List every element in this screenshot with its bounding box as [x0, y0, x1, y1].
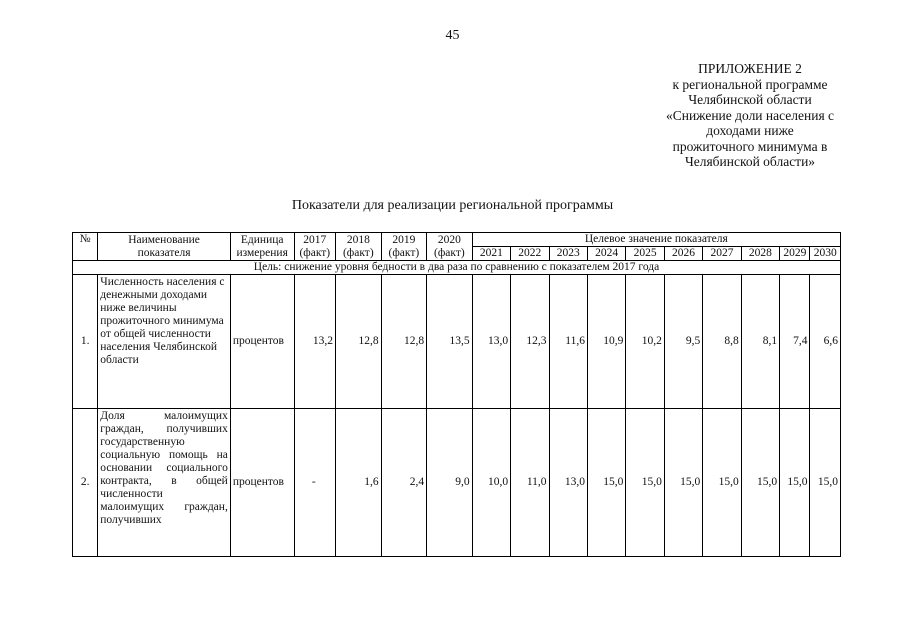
- value-cell: -: [294, 409, 335, 557]
- value-cell: 13,2: [294, 275, 335, 409]
- unit-cell: процентов: [230, 275, 294, 409]
- appendix-line: «Снижение доли населения с: [665, 107, 835, 123]
- fact-note: (факт): [388, 247, 420, 259]
- appendix-line: прожиточного минимума в: [672, 138, 828, 154]
- fact-year-label: 2017: [303, 234, 327, 246]
- header-fact-year: [381, 233, 427, 261]
- value-cell: 12,3: [511, 275, 549, 409]
- value-cell: 9,5: [664, 275, 702, 409]
- header-unit-line: Единица: [240, 234, 284, 246]
- target-year: 2026: [664, 247, 702, 261]
- unit-cell: процентов: [230, 409, 294, 557]
- target-year: 2023: [549, 247, 587, 261]
- value-cell: 15,0: [780, 409, 810, 557]
- table-title: Показатели для реализации региональной программы: [291, 198, 614, 213]
- value-cell: 15,0: [664, 409, 702, 557]
- appendix-line: к региональной программе: [672, 76, 828, 92]
- appendix-line: Челябинской области: [688, 92, 812, 107]
- value-cell: 13,0: [472, 275, 510, 409]
- fact-note: (факт): [299, 247, 331, 259]
- value-cell: 15,0: [587, 409, 625, 557]
- target-year: 2029: [780, 247, 810, 261]
- value-cell: 10,2: [626, 275, 664, 409]
- fact-year-label: 2020: [437, 234, 461, 246]
- indicator-name-text: Численность населения с денежными доходами ниже величины прожиточного минимума от общей численности населения Челябинской области: [100, 276, 225, 366]
- value-cell: 10,9: [587, 275, 625, 409]
- header-fact-year: [336, 233, 382, 261]
- fact-year-label: 2019: [392, 234, 416, 246]
- value-cell: 12,8: [336, 275, 382, 409]
- appendix-heading: [640, 61, 860, 170]
- goal-text: Цель: снижение уровня бедности в два раза по сравнению с показателем 2017 года: [73, 261, 841, 275]
- value-cell: 15,0: [703, 409, 741, 557]
- value-cell: 8,1: [741, 275, 779, 409]
- value-cell: 9,0: [427, 409, 473, 557]
- header-name-line: показателя: [137, 247, 191, 259]
- page-number: 45: [445, 28, 460, 43]
- header-unit: [230, 233, 294, 261]
- goal-row: [73, 261, 841, 275]
- row-number: 2.: [73, 409, 98, 557]
- value-cell: 6,6: [810, 275, 841, 409]
- header-fact-year: [427, 233, 473, 261]
- header-name-line: Наименование: [128, 234, 200, 246]
- indicators-table: [72, 232, 841, 557]
- header-name: [98, 233, 231, 261]
- value-cell: 11,0: [511, 409, 549, 557]
- value-cell: 13,5: [427, 275, 473, 409]
- indicator-name: [98, 409, 231, 557]
- value-cell: 12,8: [381, 275, 427, 409]
- fact-note: (факт): [342, 247, 374, 259]
- target-year: 2021: [472, 247, 510, 261]
- target-year: 2027: [703, 247, 741, 261]
- target-year: 2024: [587, 247, 625, 261]
- value-cell: 15,0: [741, 409, 779, 557]
- value-cell: 15,0: [626, 409, 664, 557]
- fact-year-label: 2018: [346, 234, 370, 246]
- appendix-line: ПРИЛОЖЕНИЕ 2: [698, 61, 802, 76]
- target-year: 2028: [741, 247, 779, 261]
- value-cell: 2,4: [381, 409, 427, 557]
- appendix-line: Челябинской области»: [684, 154, 816, 169]
- indicator-name: [98, 275, 231, 409]
- fact-note: (факт): [434, 247, 465, 259]
- appendix-line: доходами ниже: [706, 123, 794, 138]
- table-row: [73, 275, 841, 409]
- value-cell: 11,6: [549, 275, 587, 409]
- value-cell: 1,6: [336, 409, 382, 557]
- value-cell: 8,8: [703, 275, 741, 409]
- value-cell: 7,4: [780, 275, 810, 409]
- value-cell: 10,0: [472, 409, 510, 557]
- header-fact-year: [294, 233, 335, 261]
- target-value-header: Целевое значение показателя: [472, 233, 840, 247]
- header-num: №: [73, 233, 98, 261]
- row-number: 1.: [73, 275, 98, 409]
- target-year: 2022: [511, 247, 549, 261]
- indicator-name-text: Доля малоимущих граждан, получивших государственную социальную помощь на основании социального контракта, в общей численности малоимущих граждан, получивших: [100, 410, 228, 526]
- table-row: [73, 409, 841, 557]
- value-cell: 13,0: [549, 409, 587, 557]
- header-row-1: [73, 233, 841, 247]
- value-cell: 15,0: [810, 409, 841, 557]
- target-year: 2025: [626, 247, 664, 261]
- header-unit-line: измерения: [236, 247, 288, 259]
- target-year: 2030: [810, 247, 841, 261]
